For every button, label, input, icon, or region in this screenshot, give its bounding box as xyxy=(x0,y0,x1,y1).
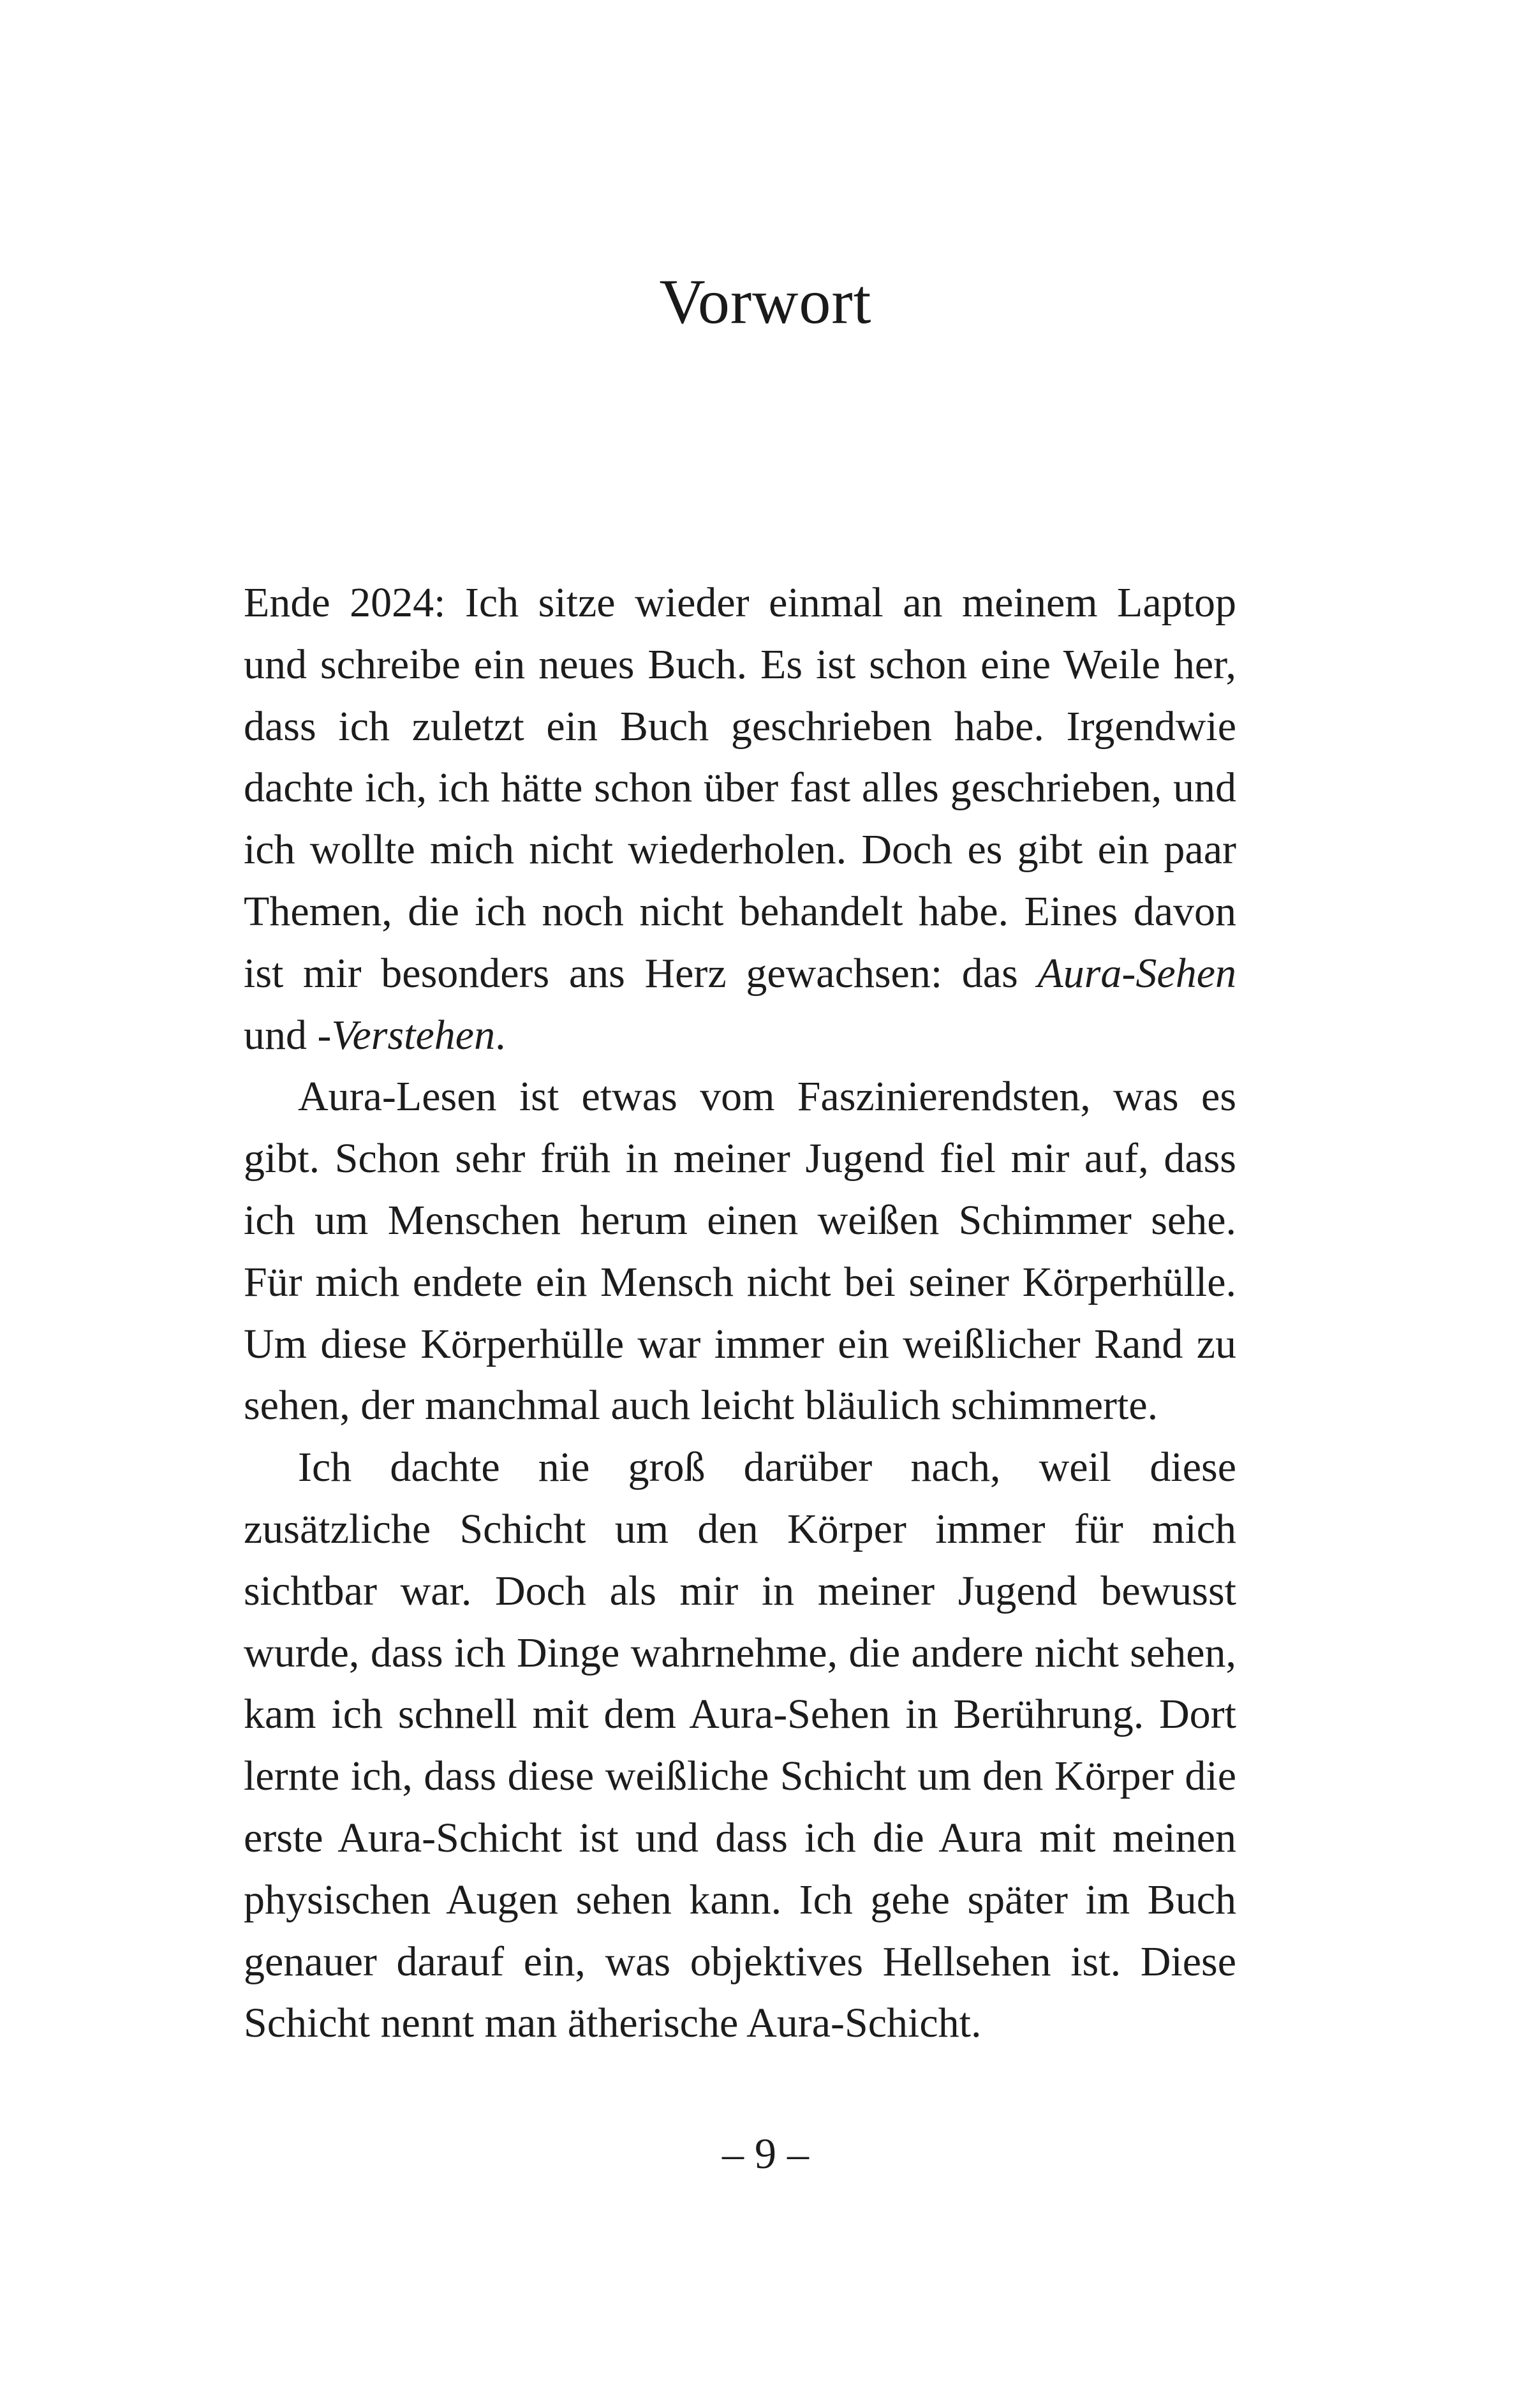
paragraph-3-text: Ich dachte nie groß darüber nach, weil diese zusätzliche Schicht um den Körper immer für mich sichtbar war. Doch als mir in meiner Jugend bewusst wurde, dass ich Dinge wahrnehme, die andere nicht sehen, kam ich schnell mit dem Aura-Sehen in Berührung. Dort lernte ich, dass diese weißliche Schicht um den Körper die erste Aura-Schicht ist und dass ich die Aura mit meinen physischen Augen sehen kann. Ich gehe später im Buch genauer darauf ein, was objektives Hellsehen ist. Diese Schicht nennt man ätherische Aura-Schicht. xyxy=(244,1444,1236,2047)
chapter-title: Vorwort xyxy=(659,266,872,337)
paragraph-2 xyxy=(244,1066,1236,1437)
paragraph-1 xyxy=(244,572,1236,1066)
paragraph-1-text-b: und xyxy=(244,1011,318,1059)
paragraph-3 xyxy=(244,1437,1236,2055)
paragraph-1-emphasis-verstehen: -Verstehen xyxy=(317,1011,496,1059)
paragraph-1-text-c: . xyxy=(495,1011,506,1059)
paragraph-1-emphasis-aura-sehen: Aura-Sehen xyxy=(1037,949,1236,997)
page-number: – 9 – xyxy=(722,2129,809,2178)
paragraph-2-text: Aura-Lesen ist etwas vom Faszinierendsten, was es gibt. Schon sehr früh in meiner Jugend fiel mir auf, dass ich um Menschen herum einen weißen Schimmer sehe. Für mich endete ein Mensch nicht bei seiner Körperhülle. Um diese Körperhülle war immer ein weißlicher Rand zu sehen, der manchmal auch leicht bläulich schimmerte. xyxy=(244,1073,1236,1429)
paragraph-1-text-a: Ende 2024: Ich sitze wieder einmal an meinem Laptop und schreibe ein neues Buch. Es ist schon eine Weile her, dass ich zuletzt ein Buch geschrieben habe. Irgendwie dachte ich, ich hätte schon über fast alles geschrieben, und ich wollte mich nicht wiederholen. Doch es gibt ein paar Themen, die ich noch nicht behandelt habe. Eines davon ist mir besonders ans Herz gewachsen: das xyxy=(244,579,1236,997)
body-text xyxy=(244,572,1236,2055)
